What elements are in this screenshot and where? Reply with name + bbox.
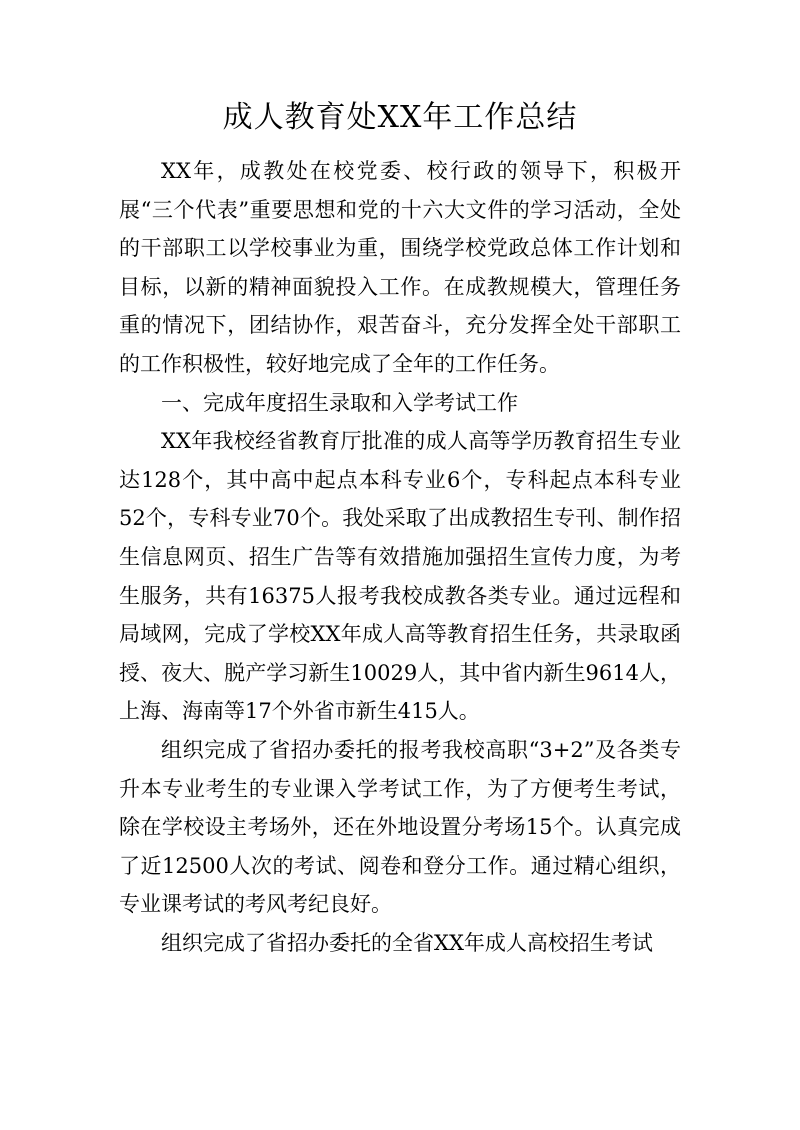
paragraph-provincial-exam: 组织完成了省招办委托的全省XX年成人高校招生考试 [161, 930, 653, 955]
document-title: 成人教育处XX年工作总结 [222, 100, 578, 135]
paragraph-enrollment: XX年我校经省教育厅批准的成人高等学历教育招生专业达128个，其中高中起点本科专业6个，专科起点本科专业52个，专科专业70个。我处采取了出成教招生专刊、制作招生信息网页、招生广告等有效措施加强招生宣传力度，为考生服务，共有16375人报考我校成教各类专业。通过远程和局域网，完成了学校XX年成人高等教育招生任务，共录取函授、夜大、脱产学习新生10029人，其中省内新生9614人，上海、海南等17个外省市新生415人。 [119, 429, 681, 724]
document-body [119, 152, 681, 962]
paragraph-intro: XX年，成教处在校党委、校行政的领导下，积极开展“三个代表”重要思想和党的十六大文件的学习活动，全处的干部职工以学校事业为重，围绕学校党政总体工作计划和目标，以新的精神面貌投入工作。在成教规模大，管理任务重的情况下，团结协作，艰苦奋斗，充分发挥全处干部职工的工作积极性，较好地完成了全年的工作任务。 [119, 159, 681, 376]
section-heading-enrollment: 一、完成年度招生录取和入学考试工作 [161, 390, 518, 415]
paragraph-entrance-exam: 组织完成了省招办委托的报考我校高职“3+2”及各类专升本专业考生的专业课入学考试工作，为了方便考生考试，除在学校设主考场外，还在外地设置分考场15个。认真完成了近12500人次的考试、阅卷和登分工作。通过精心组织，专业课考试的考风考纪良好。 [119, 737, 681, 917]
